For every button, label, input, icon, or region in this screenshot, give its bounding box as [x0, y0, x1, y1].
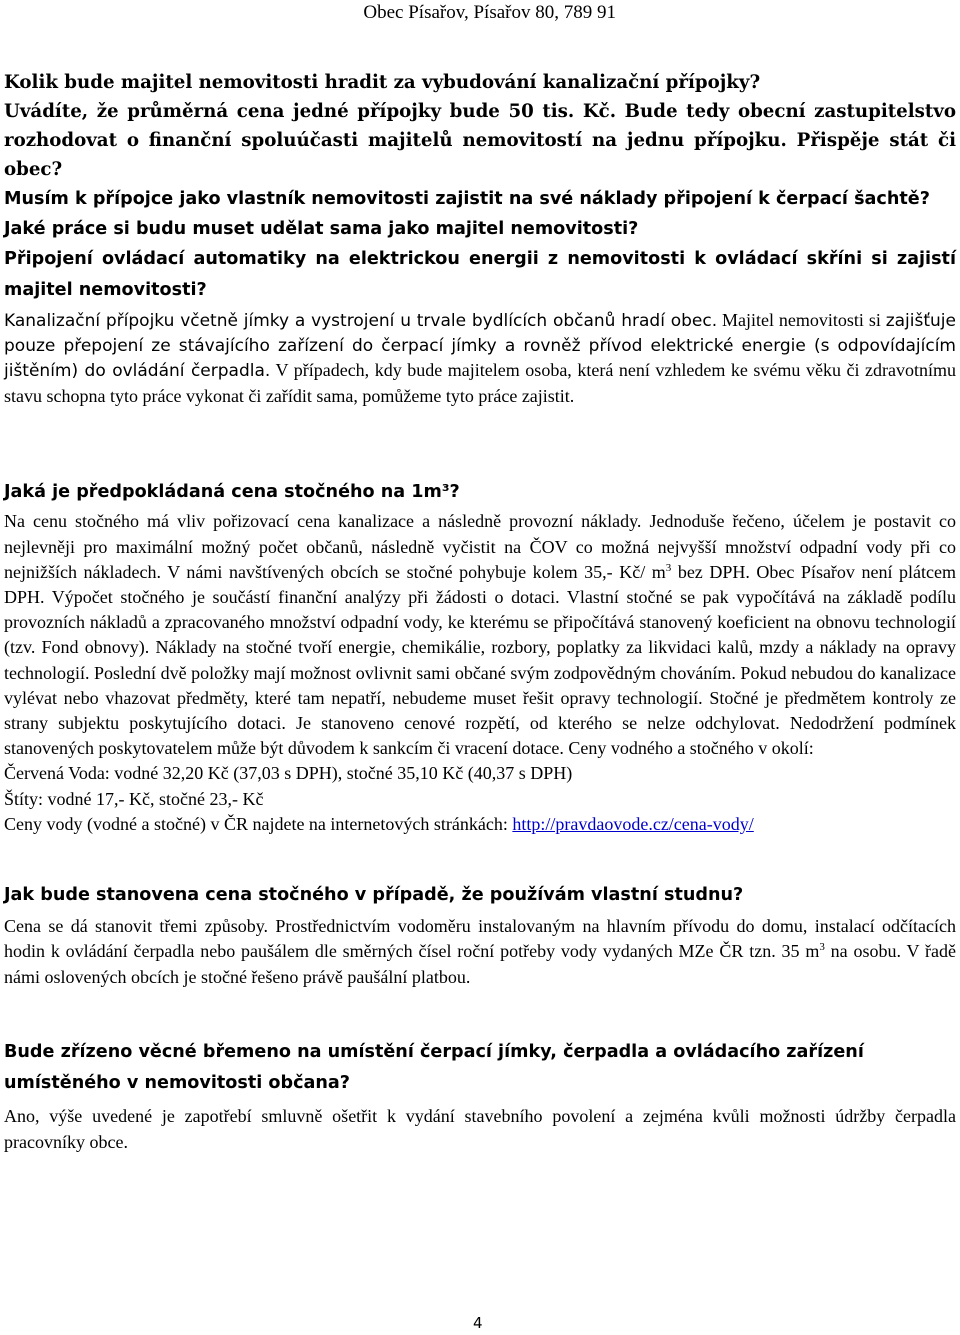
price-link-line — [4, 812, 956, 837]
heading-own-well: Jak bude stanovena cena stočného v případě, že používám vlastní studnu? — [4, 884, 744, 905]
heading-easement: Bude zřízeno věcné břemeno na umístění čerpací jímky, čerpadla a ovládacího zařízení umístěného v nemovitosti občana? — [4, 1042, 864, 1094]
section-connection-costs — [4, 68, 956, 409]
sewage-text-1: Na cenu stočného má vliv pořizovací cena kanalizace a následně provozní náklady. Jednoduše řečeno, účelem je postavit co nejlevněji pro maximální možný počet občanů, následně vyčistit na ČOV co možná nejvyšší množství odpadní vody při co nejnižších nákladech. V námi navštívených obcích se stočné pohybuje kolem 35,- Kč/ m — [4, 511, 956, 582]
answer-part-1: Kanalizační přípojku včetně jímky a vystrojení u trvale bydlících občanů hradí obec. — [4, 311, 718, 331]
answer-part-3: zajišťuje pouze přepojení ze stávajícího zařízení do čerpací jímky a rovněž přívod elektrické energie (s odpovídajícím jištěním) do ovládání čerpadla. — [4, 311, 956, 382]
question-automation: Připojení ovládací automatiky na elektrickou energii z nemovitosti k ovládací skříni si zajistí majitel nemovitosti? — [4, 249, 956, 300]
document-body — [4, 68, 956, 1155]
answer-part-4: V případech, kdy bude majitelem osoba, která není vzhledem ke svému věku či zdravotnímu stavu schopna tyto práce vykonat či zařídit sama, pomůžeme tyto práce zajistit. — [4, 360, 956, 406]
price-stity: Štíty: vodné 17,- Kč, stočné 23,- Kč — [4, 788, 264, 809]
question-cofinancing: Uvádíte, že průměrná cena jedné přípojky bude 50 tis. Kč. Bude tedy obecní zastupitelstvo rozhodovat o finanční spoluúčasti majitelů nemovitostí na jednu přípojku. Přispěje stát či obec? — [4, 101, 956, 180]
heading-sewage-price: Jaká je předpokládaná cena stočného na 1m³? — [4, 482, 460, 503]
paragraph-easement: Ano, výše uvedené je zapotřebí smluvně ošetřit k vydání stavebního povolení a zejména kvůli možnosti údržby čerpadla pracovníky obce. — [4, 1106, 956, 1153]
answer-connection — [4, 308, 956, 409]
superscript-3: 3 — [665, 561, 672, 574]
section-own-well — [4, 880, 956, 991]
well-text-1: Cena se dá stanovit třemi způsoby. Prostřednictvím vodoměru instalovaným na hlavním přívodu do domu, instalací odčítacích hodin k ovládání čerpadla nebo paušálem dle směrných čísel roční potřeby vody vydaných MZe ČR tzn. 35 m — [4, 915, 956, 962]
superscript-3: 3 — [819, 941, 825, 954]
sewage-text-2: bez DPH. Obec Písařov není plátcem DPH. Výpočet stočného je součástí finanční analýzy při žádosti o dotaci. Vlastní stočné se pak vypočítává na základě podílu provozních nákladů a zpracovaného množství odpadní vody, ke kterému se připočítává stanovený koeficient na obnovu technologií (tzv. Fond obnovy). Náklady na stočné tvoří energie, chemikálie, rozbory, poplatky za likvidaci kalů, mzdy a náklady na opravy technologií. Poslední dvě položky mají možnost ovlivnit sami občané svým zodpovědným chováním. Pokud nebudou do kanalizace vylévat nebo vhazovat předměty, které tam nepatří, nebudeme muset řešit opravy technologií. Stočné je předmětem kontroly ze strany subjektu poskytujícího dotaci. Je stanoveno cenové rozpětí, od kterého se nelze odchylovat. Nedodržení podmínek stanovených poskytovatelem může být důvodem k sankcím či vracení dotace. Ceny vodného a stočného v okolí: — [4, 561, 956, 759]
question-owner-work: Jaké práce si budu muset udělat sama jako majitel nemovitosti? — [4, 219, 639, 239]
price-link-label: Ceny vody (vodné a stočné) v ČR najdete na internetových stránkách: — [4, 814, 513, 835]
page-number: 4 — [473, 1314, 483, 1332]
answer-part-2: Majitel nemovitosti si — [717, 310, 886, 330]
question-connection-cost: Kolik bude majitel nemovitosti hradit za vybudování kanalizační přípojky? — [4, 72, 761, 93]
pravdaovode-link[interactable]: http://pravdaovode.cz/cena-vody/ — [512, 814, 754, 835]
price-cervena-voda: Červená Voda: vodné 32,20 Kč (37,03 s DPH), stočné 35,10 Kč (40,37 s DPH) — [4, 763, 573, 784]
section-easement — [4, 1037, 956, 1155]
well-text-2: na osobu. V řadě námi oslovených obcích je stočné řešeno právě paušální platbou. — [4, 941, 956, 988]
page-header: Obec Písařov, Písařov 80, 789 91 — [363, 2, 616, 23]
paragraph-sewage-price — [4, 509, 956, 761]
paragraph-own-well — [4, 914, 956, 991]
section-sewage-price — [4, 477, 956, 837]
question-pump-shaft: Musím k přípojce jako vlastník nemovitosti zajistit na své náklady připojení k čerpací šachtě? — [4, 189, 930, 209]
